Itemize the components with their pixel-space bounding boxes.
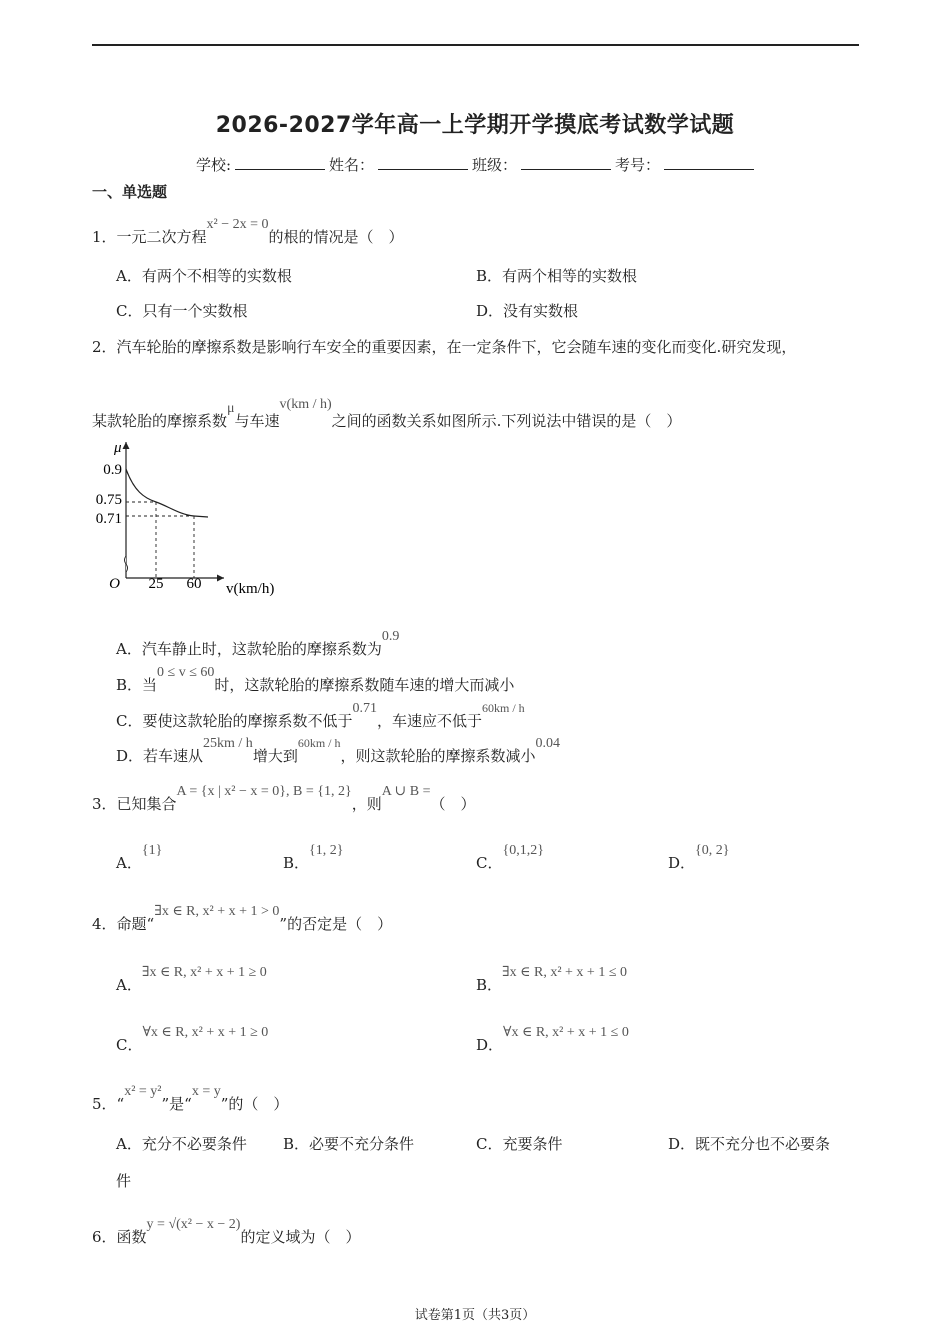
school-label: 学校: (195, 156, 231, 174)
q3-option-a[interactable] (116, 843, 162, 873)
x-tick-25: 25 (148, 576, 164, 592)
section-heading: 一、单选题 (92, 183, 168, 201)
q5-stem-mid: ”是“ (161, 1095, 192, 1113)
q2-option-a[interactable] (116, 629, 399, 659)
q1-stem-post: 的根的情况是（ ） (268, 228, 404, 246)
class-blank[interactable] (521, 155, 611, 170)
q4-d-letter: D． (476, 1036, 504, 1054)
q3-a-math: {1} (141, 843, 163, 858)
q2-c-text: C．要使这款轮胎的摩擦系数不低于 (116, 712, 353, 730)
q5-stem-pre: 5．“ (92, 1095, 125, 1113)
q4-d-math: ∀x ∈ R, x² + x + 1 ≤ 0 (503, 1025, 629, 1040)
q5-option-d-wrap: 件 (116, 1172, 132, 1190)
q2-a-text: A．汽车静止时，这款轮胎的摩擦系数为 (116, 640, 382, 658)
q6-function: y = √(x² − x − 2) (146, 1217, 241, 1232)
friction-speed-graph (92, 432, 302, 602)
q6-stem-post: 的定义域为（ ） (240, 1228, 361, 1246)
name-label: 姓名： (329, 156, 375, 174)
q4-option-b[interactable] (476, 964, 627, 995)
q3-b-math: {1, 2} (309, 843, 344, 858)
q2-c-math2: 60km / h (482, 701, 525, 715)
q2-stem-post: 之间的函数关系如图所示.下列说法中错误的是（ ） (331, 412, 682, 430)
q4-proposition: ∃x ∈ R, x² + x + 1 > 0 (154, 904, 280, 919)
q3-stem-post: （ ） (430, 795, 476, 813)
class-label: 班级： (472, 156, 518, 174)
q2-option-c[interactable] (116, 701, 525, 731)
q3-stem-pre: 3．已知集合 (92, 795, 177, 813)
q2-b-text-post: 时，这款轮胎的摩擦系数随车速的增大而减小 (214, 676, 515, 694)
question-6 (92, 1217, 360, 1247)
q4-stem-post: ”的否定是（ ） (279, 915, 393, 933)
q4-b-math: ∃x ∈ R, x² + x + 1 ≤ 0 (502, 965, 627, 980)
q2-d-math3: 0.04 (535, 736, 561, 751)
q2-stem-mid: 与车速 (234, 412, 280, 430)
page-title: 2026-2027学年高一上学期开学摸底考试数学试题 (215, 113, 735, 138)
q3-option-c[interactable] (476, 843, 544, 873)
q2-a-math: 0.9 (381, 629, 400, 644)
q1-option-d[interactable]: D．没有实数根 (476, 302, 579, 320)
q2-b-math: 0 ≤ v ≤ 60 (157, 665, 215, 680)
q3-d-math: {0, 2} (695, 843, 730, 858)
q1-option-b[interactable]: B．有两个相等的实数根 (476, 267, 638, 285)
q6-stem-pre: 6．函数 (92, 1228, 147, 1246)
question-2-line1: 2．汽车轮胎的摩擦系数是影响行车安全的重要因素，在一定条件下，它会随车速的变化而变化.研究发现， (92, 338, 797, 356)
q1-option-a[interactable]: A．有两个不相等的实数根 (116, 267, 292, 285)
number-blank[interactable] (664, 155, 754, 170)
q2-v: v(km / h) (279, 397, 332, 412)
school-blank[interactable] (235, 155, 325, 170)
question-5 (92, 1084, 288, 1114)
q5-option-c[interactable]: C．充要条件 (476, 1135, 563, 1153)
student-info-line (0, 154, 950, 175)
y-tick-071: 0.71 (95, 511, 122, 527)
q1-equation: x² − 2x = 0 (206, 217, 269, 232)
number-label: 考号： (615, 156, 661, 174)
q3-d-letter: D． (668, 854, 696, 872)
q3-b-letter: B． (283, 854, 310, 872)
q4-option-c[interactable] (116, 1024, 268, 1055)
q2-c-text-mid: ，车速应不低于 (376, 712, 482, 730)
q5-math2: x = y (191, 1084, 221, 1099)
q2-mu: μ (227, 401, 235, 416)
q2-d-text-post: ，则这款轮胎的摩擦系数减小 (340, 747, 536, 765)
q2-d-math1: 25km / h (203, 736, 253, 751)
q3-stem-mid: ，则 (351, 795, 382, 813)
q3-a-letter: A． (116, 854, 142, 872)
q2-d-text: D．若车速从 (116, 747, 204, 765)
q5-stem-post: ”的（ ） (220, 1095, 289, 1113)
q2-option-b[interactable] (116, 665, 514, 695)
q2-b-text: B．当 (116, 676, 158, 694)
y-tick-09: 0.9 (103, 462, 122, 478)
x-axis-label: v(km/h) (226, 581, 275, 597)
question-1 (92, 217, 404, 247)
q2-option-d[interactable] (116, 736, 560, 766)
q3-sets: A = {x | x² − x = 0}, B = {1, 2} (176, 784, 352, 799)
q1-option-c[interactable]: C．只有一个实数根 (116, 302, 248, 320)
q5-option-a[interactable]: A．充分不必要条件 (116, 1135, 247, 1153)
top-rule (92, 44, 859, 46)
q4-c-letter: C． (116, 1036, 143, 1054)
question-4 (92, 903, 392, 934)
q5-option-b[interactable]: B．必要不充分条件 (283, 1135, 415, 1153)
q3-option-b[interactable] (283, 843, 343, 873)
q4-option-d[interactable] (476, 1024, 629, 1055)
q4-a-math: ∃x ∈ R, x² + x + 1 ≥ 0 (141, 965, 267, 980)
axis-break-mark (125, 556, 128, 572)
origin-label: O (109, 576, 120, 592)
x-tick-60: 60 (186, 576, 202, 592)
question-3 (92, 783, 476, 814)
name-blank[interactable] (378, 155, 468, 170)
q3-c-letter: C． (476, 854, 503, 872)
q5-option-d[interactable]: D．既不充分也不必要条 (668, 1135, 831, 1153)
question-2-line2 (92, 397, 681, 431)
q1-stem-pre: 1．一元二次方程 (92, 228, 207, 246)
q2-c-math1: 0.71 (352, 701, 377, 716)
q2-stem-pre: 某款轮胎的摩擦系数 (92, 412, 228, 430)
friction-curve (126, 469, 208, 517)
q2-d-text-mid: 增大到 (252, 747, 298, 765)
q3-option-d[interactable] (668, 843, 729, 873)
y-axis-label: μ (114, 440, 122, 456)
q2-d-math2: 60km / h (297, 736, 341, 750)
q5-math1: x² = y² (124, 1084, 162, 1099)
q4-c-math: ∀x ∈ R, x² + x + 1 ≥ 0 (142, 1025, 269, 1040)
page-footer: 试卷第1页（共3页） (414, 1308, 536, 1323)
q4-option-a[interactable] (116, 964, 267, 995)
q4-a-letter: A． (116, 976, 142, 994)
q3-union: A ∪ B = (381, 784, 431, 799)
y-tick-075: 0.75 (95, 492, 122, 508)
q3-c-math: {0,1,2} (502, 843, 544, 858)
q4-stem-pre: 4．命题“ (92, 915, 155, 933)
q4-b-letter: B． (476, 976, 503, 994)
